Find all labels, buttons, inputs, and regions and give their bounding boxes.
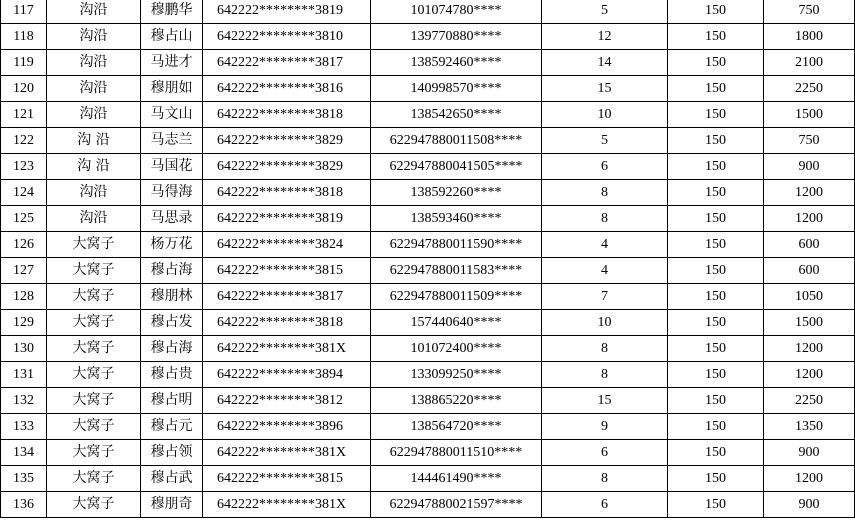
table-row	[1, 414, 855, 440]
name-cell: 穆占武	[141, 466, 203, 492]
row-number-cell: 117	[1, 0, 47, 24]
village-cell: 大窝子	[47, 414, 141, 440]
name-cell: 马志兰	[141, 128, 203, 154]
id-number-cell: 642222********3829	[203, 128, 371, 154]
village-cell: 大窝子	[47, 388, 141, 414]
standard-cell: 150	[668, 414, 764, 440]
amount-cell: 1200	[764, 362, 855, 388]
account-cell: 101074780****	[371, 0, 542, 24]
account-cell: 622947880011583****	[371, 258, 542, 284]
amount-cell: 600	[764, 258, 855, 284]
table-row	[1, 440, 855, 466]
amount-cell: 2100	[764, 50, 855, 76]
amount-cell: 1200	[764, 336, 855, 362]
amount-cell: 1050	[764, 284, 855, 310]
amount-cell: 2250	[764, 388, 855, 414]
amount-cell: 750	[764, 0, 855, 24]
account-cell: 138592260****	[371, 180, 542, 206]
id-number-cell: 642222********3896	[203, 414, 371, 440]
persons-cell: 15	[542, 388, 668, 414]
account-cell: 133099250****	[371, 362, 542, 388]
row-number-cell: 133	[1, 414, 47, 440]
id-number-cell: 642222********3818	[203, 102, 371, 128]
standard-cell: 150	[668, 440, 764, 466]
id-number-cell: 642222********3816	[203, 76, 371, 102]
table-row	[1, 492, 855, 518]
persons-cell: 5	[542, 0, 668, 24]
amount-cell: 1500	[764, 310, 855, 336]
persons-cell: 8	[542, 362, 668, 388]
persons-cell: 8	[542, 466, 668, 492]
amount-cell: 2250	[764, 76, 855, 102]
village-cell: 大窝子	[47, 284, 141, 310]
standard-cell: 150	[668, 102, 764, 128]
village-cell: 大窝子	[47, 310, 141, 336]
table-row	[1, 128, 855, 154]
table-row	[1, 284, 855, 310]
account-cell: 139770880****	[371, 24, 542, 50]
persons-cell: 8	[542, 206, 668, 232]
row-number-cell: 120	[1, 76, 47, 102]
id-number-cell: 642222********3810	[203, 24, 371, 50]
standard-cell: 150	[668, 362, 764, 388]
table-row	[1, 388, 855, 414]
account-cell: 622947880021597****	[371, 492, 542, 518]
id-number-cell: 642222********3817	[203, 50, 371, 76]
village-cell: 沟沿	[47, 180, 141, 206]
id-number-cell: 642222********3824	[203, 232, 371, 258]
standard-cell: 150	[668, 258, 764, 284]
persons-cell: 6	[542, 154, 668, 180]
persons-cell: 6	[542, 492, 668, 518]
standard-cell: 150	[668, 284, 764, 310]
persons-cell: 10	[542, 102, 668, 128]
table-row	[1, 362, 855, 388]
name-cell: 穆朋如	[141, 76, 203, 102]
id-number-cell: 642222********381X	[203, 440, 371, 466]
row-number-cell: 132	[1, 388, 47, 414]
id-number-cell: 642222********3815	[203, 466, 371, 492]
standard-cell: 150	[668, 206, 764, 232]
standard-cell: 150	[668, 388, 764, 414]
table-row	[1, 50, 855, 76]
persons-cell: 4	[542, 232, 668, 258]
name-cell: 穆占海	[141, 336, 203, 362]
name-cell: 马得海	[141, 180, 203, 206]
account-cell: 138542650****	[371, 102, 542, 128]
table-row	[1, 336, 855, 362]
name-cell: 穆占贵	[141, 362, 203, 388]
table-row	[1, 232, 855, 258]
standard-cell: 150	[668, 76, 764, 102]
name-cell: 杨万花	[141, 232, 203, 258]
row-number-cell: 134	[1, 440, 47, 466]
standard-cell: 150	[668, 50, 764, 76]
persons-cell: 6	[542, 440, 668, 466]
standard-cell: 150	[668, 0, 764, 24]
account-cell: 138592460****	[371, 50, 542, 76]
village-cell: 大窝子	[47, 258, 141, 284]
table-row	[1, 0, 855, 24]
standard-cell: 150	[668, 180, 764, 206]
amount-cell: 900	[764, 154, 855, 180]
standard-cell: 150	[668, 492, 764, 518]
village-cell: 大窝子	[47, 466, 141, 492]
village-cell: 沟沿	[47, 24, 141, 50]
amount-cell: 600	[764, 232, 855, 258]
amount-cell: 1200	[764, 206, 855, 232]
persons-cell: 15	[542, 76, 668, 102]
village-cell: 大窝子	[47, 440, 141, 466]
id-number-cell: 642222********3819	[203, 0, 371, 24]
name-cell: 穆朋奇	[141, 492, 203, 518]
id-number-cell: 642222********3818	[203, 310, 371, 336]
standard-cell: 150	[668, 232, 764, 258]
row-number-cell: 136	[1, 492, 47, 518]
id-number-cell: 642222********3815	[203, 258, 371, 284]
amount-cell: 900	[764, 492, 855, 518]
table-row	[1, 76, 855, 102]
amount-cell: 750	[764, 128, 855, 154]
name-cell: 穆鹏华	[141, 0, 203, 24]
village-cell: 大窝子	[47, 362, 141, 388]
name-cell: 穆占领	[141, 440, 203, 466]
id-number-cell: 642222********3818	[203, 180, 371, 206]
account-cell: 622947880011509****	[371, 284, 542, 310]
account-cell: 622947880011510****	[371, 440, 542, 466]
table-row	[1, 206, 855, 232]
row-number-cell: 126	[1, 232, 47, 258]
name-cell: 马文山	[141, 102, 203, 128]
persons-cell: 12	[542, 24, 668, 50]
id-number-cell: 642222********381X	[203, 492, 371, 518]
amount-cell: 1500	[764, 102, 855, 128]
row-number-cell: 118	[1, 24, 47, 50]
persons-cell: 14	[542, 50, 668, 76]
village-cell: 沟 沿	[47, 154, 141, 180]
account-cell: 138564720****	[371, 414, 542, 440]
id-number-cell: 642222********3819	[203, 206, 371, 232]
table-row	[1, 102, 855, 128]
standard-cell: 150	[668, 336, 764, 362]
name-cell: 穆占元	[141, 414, 203, 440]
row-number-cell: 130	[1, 336, 47, 362]
name-cell: 马国花	[141, 154, 203, 180]
row-number-cell: 123	[1, 154, 47, 180]
table-row	[1, 180, 855, 206]
row-number-cell: 119	[1, 50, 47, 76]
account-cell: 101072400****	[371, 336, 542, 362]
id-number-cell: 642222********3829	[203, 154, 371, 180]
account-cell: 622947880011590****	[371, 232, 542, 258]
amount-cell: 1350	[764, 414, 855, 440]
village-cell: 大窝子	[47, 232, 141, 258]
account-cell: 144461490****	[371, 466, 542, 492]
name-cell: 穆占山	[141, 24, 203, 50]
row-number-cell: 122	[1, 128, 47, 154]
standard-cell: 150	[668, 310, 764, 336]
table-body	[1, 0, 855, 518]
account-cell: 140998570****	[371, 76, 542, 102]
id-number-cell: 642222********381X	[203, 336, 371, 362]
persons-cell: 8	[542, 336, 668, 362]
row-number-cell: 121	[1, 102, 47, 128]
table-row	[1, 24, 855, 50]
account-cell: 622947880011508****	[371, 128, 542, 154]
id-number-cell: 642222********3894	[203, 362, 371, 388]
table-row	[1, 310, 855, 336]
row-number-cell: 124	[1, 180, 47, 206]
table-row	[1, 154, 855, 180]
name-cell: 穆朋林	[141, 284, 203, 310]
account-cell: 622947880041505****	[371, 154, 542, 180]
row-number-cell: 131	[1, 362, 47, 388]
persons-cell: 4	[542, 258, 668, 284]
standard-cell: 150	[668, 24, 764, 50]
persons-cell: 5	[542, 128, 668, 154]
amount-cell: 1800	[764, 24, 855, 50]
row-number-cell: 135	[1, 466, 47, 492]
persons-cell: 10	[542, 310, 668, 336]
row-number-cell: 129	[1, 310, 47, 336]
village-cell: 大窝子	[47, 492, 141, 518]
id-number-cell: 642222********3817	[203, 284, 371, 310]
standard-cell: 150	[668, 466, 764, 492]
amount-cell: 1200	[764, 466, 855, 492]
table-row	[1, 258, 855, 284]
village-cell: 沟沿	[47, 206, 141, 232]
row-number-cell: 125	[1, 206, 47, 232]
standard-cell: 150	[668, 128, 764, 154]
name-cell: 马进才	[141, 50, 203, 76]
row-number-cell: 128	[1, 284, 47, 310]
name-cell: 穆占发	[141, 310, 203, 336]
account-cell: 157440640****	[371, 310, 542, 336]
name-cell: 马思录	[141, 206, 203, 232]
persons-cell: 7	[542, 284, 668, 310]
table-row	[1, 466, 855, 492]
village-cell: 沟 沿	[47, 128, 141, 154]
amount-cell: 1200	[764, 180, 855, 206]
village-cell: 沟沿	[47, 102, 141, 128]
name-cell: 穆占明	[141, 388, 203, 414]
village-cell: 沟沿	[47, 0, 141, 24]
amount-cell: 900	[764, 440, 855, 466]
id-number-cell: 642222********3812	[203, 388, 371, 414]
persons-cell: 9	[542, 414, 668, 440]
account-cell: 138593460****	[371, 206, 542, 232]
village-cell: 沟沿	[47, 50, 141, 76]
village-cell: 沟沿	[47, 76, 141, 102]
persons-cell: 8	[542, 180, 668, 206]
standard-cell: 150	[668, 154, 764, 180]
name-cell: 穆占海	[141, 258, 203, 284]
account-cell: 138865220****	[371, 388, 542, 414]
village-cell: 大窝子	[47, 336, 141, 362]
row-number-cell: 127	[1, 258, 47, 284]
